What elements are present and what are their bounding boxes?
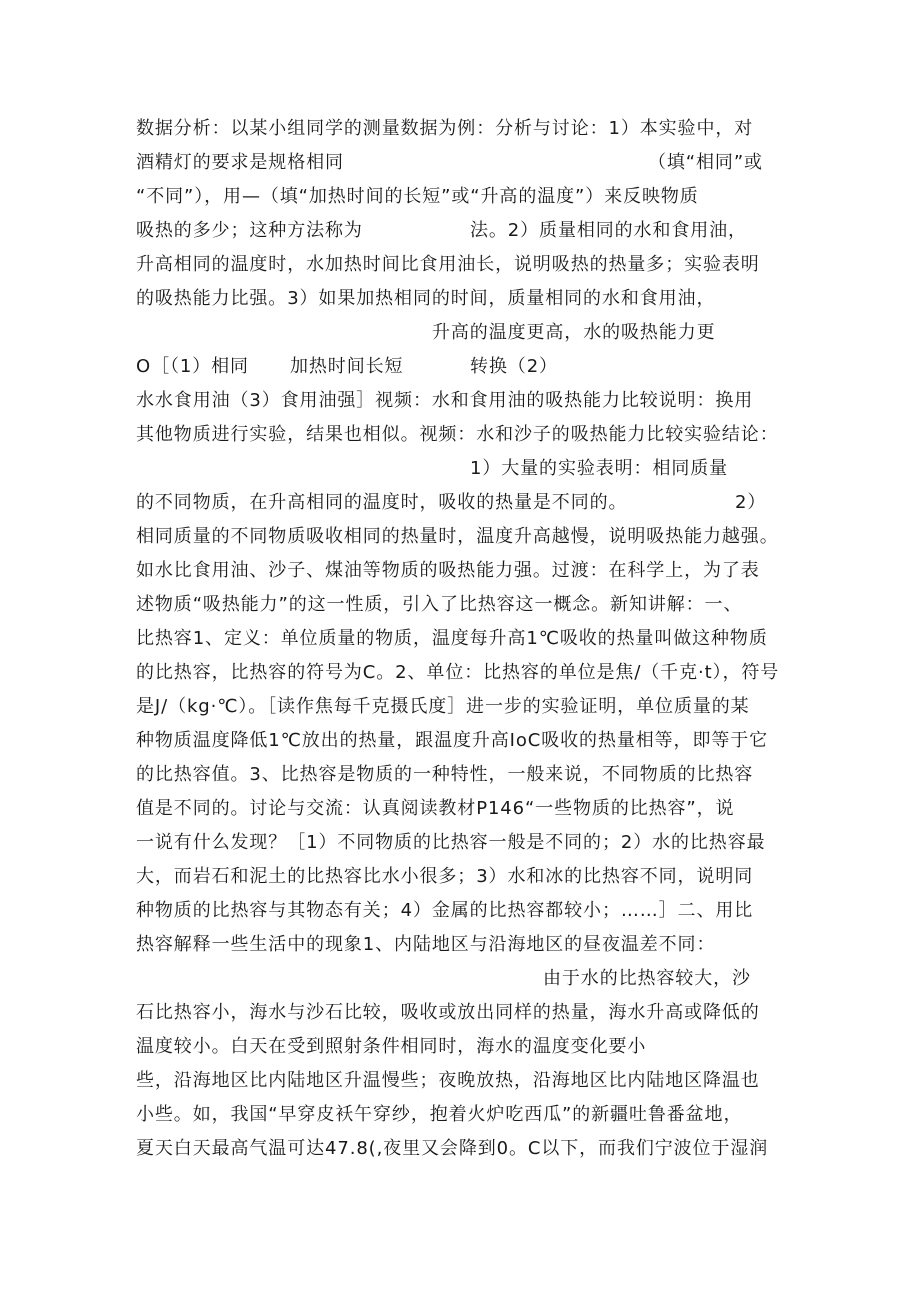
text-line: 比热容1、定义：单位质量的物质，温度每升高1℃吸收的热量叫做这种物质 [136, 628, 768, 649]
text-line: 大，而岩石和泥土的比热容比水小很多；3）水和冰的比热容不同，说明同 [136, 866, 754, 887]
text-line: 数据分析：以某小组同学的测量数据为例：分析与讨论：1）本实验中，对 [136, 118, 754, 139]
text-line: 加热时间长短 [290, 356, 404, 377]
text-line: 如水比食用油、沙子、煤油等物质的吸热能力强。过渡：在科学上，为了表 [136, 560, 760, 581]
text-line: 述物质“吸热能力”的这一性质，引入了比热容这一概念。新知讲解：一、 [136, 594, 743, 615]
text-line: 的吸热能力比强。3）如果加热相同的时间，质量相同的水和食用油， [136, 288, 716, 309]
text-line: （填“相同”或 [648, 152, 763, 173]
text-line: 值是不同的。讨论与交流：认真阅读教材P146“一些物质的比热容”，说 [136, 798, 735, 819]
text-line: 是J/（kg·℃）。［读作焦每千克摄氏度］进一步的实验证明，单位质量的某 [136, 696, 750, 717]
text-line: 法。2）质量相同的水和食用油， [470, 220, 747, 241]
text-line: 的比热容，比热容的符号为C。2、单位：比热容的单位是焦/（千克·t），符号 [136, 662, 780, 683]
text-line: 小些。如，我国“早穿皮袄午穿纱，抱着火炉吃西瓜”的新疆吐鲁番盆地， [136, 1104, 743, 1125]
text-line: 2） [735, 492, 767, 513]
text-line: 温度较小。白天在受到照射条件相同时，海水的温度变化要小 [136, 1036, 647, 1057]
text-line: 升高相同的温度时，水加热时间比食用油长，说明吸热的热量多；实验表明 [136, 254, 760, 275]
text-line: 夏天白天最高气温可达47.8(,夜里又会降到0。C以下，而我们宁波位于湿润 [136, 1138, 769, 1159]
text-line: 种物质温度降低1℃放出的热量，跟温度升高IoC吸收的热量相等，即等于它 [136, 730, 769, 751]
text-line: 一说有什么发现？［1）不同物质的比热容一般是不同的；2）水的比热容最 [136, 832, 766, 853]
text-line: O［（1）相同 [136, 356, 249, 377]
text-line: 1）大量的实验表明：相同质量 [470, 458, 729, 479]
text-line: 酒精灯的要求是规格相同 [136, 152, 344, 173]
text-line: 水水食用油（3）食用油强］视频：水和食用油的吸热能力比较说明：换用 [136, 390, 754, 411]
text-line: 转换（2） [470, 356, 558, 377]
text-line: “不同”），用—（填“加热时间的长短”或“升高的温度”）来反映物质 [136, 186, 699, 207]
text-line: 其他物质进行实验，结果也相似。视频：水和沙子的吸热能力比较实验结论： [136, 424, 779, 445]
text-line: 相同质量的不同物质吸收相同的热量时，温度升高越慢，说明吸热能力越强。 [136, 526, 779, 547]
text-line: 些，沿海地区比内陆地区升温慢些；夜晚放热，沿海地区比内陆地区降温也 [136, 1070, 760, 1091]
text-line: 的不同物质，在升高相同的温度时，吸收的热量是不同的。 [136, 492, 628, 513]
text-line: 热容解释一些生活中的现象1、内陆地区与沿海地区的昼夜温差不同： [136, 934, 716, 955]
text-line: 吸热的多少；这种方法称为 [136, 220, 363, 241]
text-line: 石比热容小，海水与沙石比较，吸收或放出同样的热量，海水升高或降低的 [136, 1002, 760, 1023]
text-line: 升高的温度更高，水的吸热能力更 [432, 322, 716, 343]
text-line: 由于水的比热容较大，沙 [543, 968, 751, 989]
text-line: 的比热容值。3、比热容是物质的一种特性，一般来说，不同物质的比热容 [136, 764, 754, 785]
text-line: 种物质的比热容与其物态有关；4）金属的比热容都较小；……］二、用比 [136, 900, 754, 921]
